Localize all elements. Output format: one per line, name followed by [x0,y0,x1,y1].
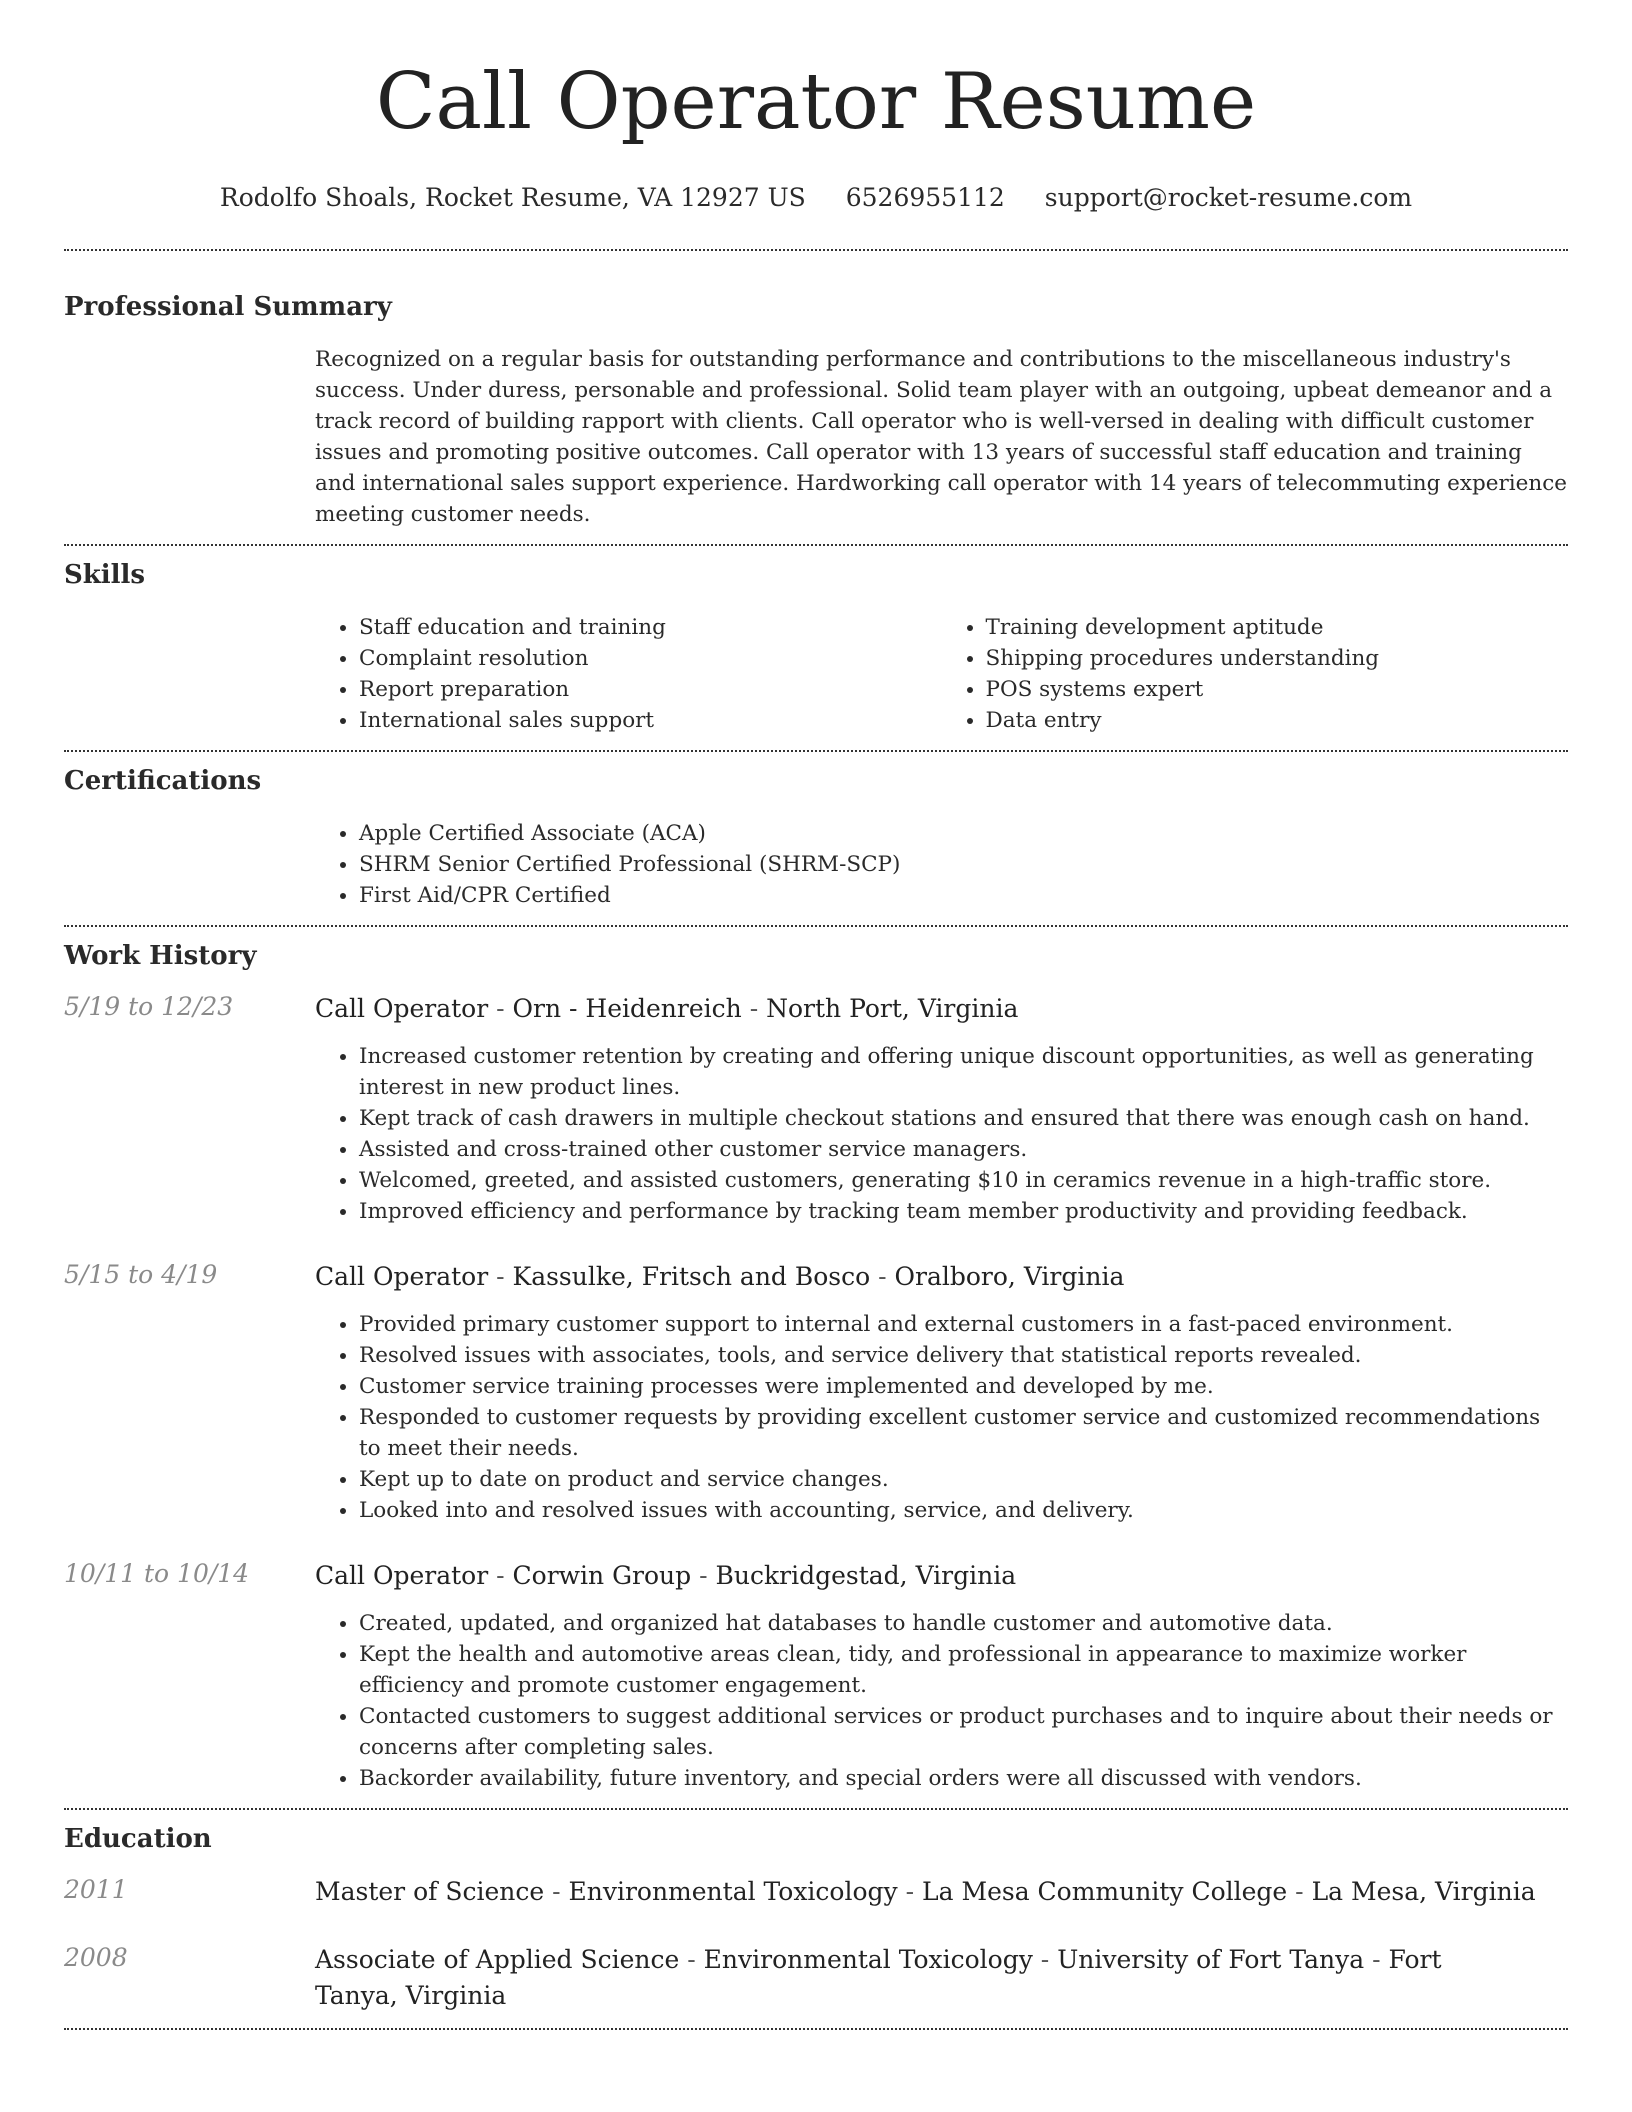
certifications-list [315,818,1568,911]
job-bullet: • Assisted and cross-trained other customer service managers. [359,1134,1568,1165]
job-company: Corwin Group [512,1561,692,1590]
job-bullet: • Customer service training processes were implemented and developed by me. [359,1371,1568,1402]
job-bullet: • Improved efficiency and performance by tracking team member productivity and providing feedback. [359,1196,1568,1227]
divider [64,1808,1568,1810]
divider [64,2028,1568,2030]
page-title: Call Operator Resume [375,57,1257,147]
job-entry [64,1558,1568,1794]
certifications-heading: Certifications [64,766,262,796]
skill-item: • International sales support [359,705,942,736]
job-bullets [315,1041,1568,1227]
skills-section [64,558,1568,736]
skill-item: • Report preparation [359,674,942,705]
job-location: Oralboro, Virginia [894,1262,1125,1291]
education-line: Master of Science - Environmental Toxicology - La Mesa Community College - La Mesa, Virginia [315,1877,1536,1906]
job-dates: 5/19 to 12/23 [64,992,234,1021]
skill-item: • POS systems expert [986,674,1569,705]
education-entry [64,1874,1568,1910]
education-section [64,1822,1568,2014]
education-location: Fort Tanya, Virginia [315,1945,1442,2010]
job-entry [64,1259,1568,1526]
summary-section [64,290,1568,530]
job-bullet: • Resolved issues with associates, tools, and service delivery that statistical reports revealed. [359,1340,1568,1371]
education-line: Associate of Applied Science - Environmental Toxicology - University of Fort Tanya - Fort Tanya, Virginia [315,1945,1442,2010]
contact-address: Rodolfo Shoals, Rocket Resume, VA 12927 US [219,183,806,212]
contact-phone: 6526955112 [845,183,1005,212]
job-company: Kassulke, Fritsch and Bosco [512,1262,871,1291]
skill-item: • Data entry [986,705,1569,736]
education-field: Environmental Toxicology [568,1877,898,1906]
education-field: Environmental Toxicology [703,1945,1033,1974]
job-bullet: • Responded to customer requests by providing excellent customer service and customized recommendations to meet their needs. [359,1402,1568,1464]
job-bullet: • Kept up to date on product and service changes. [359,1464,1568,1495]
certification-item: • First Aid/CPR Certified [359,880,1568,911]
job-bullet: • Kept track of cash drawers in multiple checkout stations and ensured that there was enough cash on hand. [359,1103,1568,1134]
job-location: Buckridgestad, Virginia [715,1561,1017,1590]
job-bullet: • Provided primary customer support to internal and external customers in a fast-paced environment. [359,1309,1568,1340]
education-degree: Associate of Applied Science [315,1945,680,1974]
job-role: Call Operator [315,994,489,1023]
work-history-section [64,939,1568,1794]
job-bullet: • Kept the health and automotive areas clean, tidy, and professional in appearance to maximize worker efficiency and promote customer engagement. [359,1639,1568,1701]
job-bullet: • Looked into and resolved issues with accounting, service, and delivery. [359,1495,1568,1526]
job-bullet: • Backorder availability, future inventory, and special orders were all discussed with vendors. [359,1763,1568,1794]
education-school: University of Fort Tanya [1057,1945,1365,1974]
job-title-line: Call Operator - Corwin Group - Buckridgestad, Virginia [315,1561,1017,1590]
certification-item: • Apple Certified Associate (ACA) [359,818,1568,849]
job-dates: 5/15 to 4/19 [64,1260,218,1289]
work-history-heading: Work History [64,941,257,971]
job-dates: 10/11 to 10/14 [64,1559,250,1588]
education-heading: Education [64,1824,212,1854]
education-entry [64,1942,1568,2014]
skill-item: • Complaint resolution [359,643,942,674]
certification-item: • SHRM Senior Certified Professional (SHRM-SCP) [359,849,1568,880]
divider [64,544,1568,546]
job-bullet: • Welcomed, greeted, and assisted customers, generating $10 in ceramics revenue in a high-traffic store. [359,1165,1568,1196]
education-location: La Mesa, Virginia [1311,1877,1536,1906]
divider [64,249,1568,251]
job-bullet: • Created, updated, and organized hat databases to handle customer and automotive data. [359,1608,1568,1639]
job-company: Orn - Heidenreich [512,994,742,1023]
skills-list-right [942,612,1569,736]
skill-item: • Shipping procedures understanding [986,643,1569,674]
job-entry [64,991,1568,1227]
job-bullet: • Increased customer retention by creating and offering unique discount opportunities, as well as generating interest in new product lines. [359,1041,1568,1103]
job-title-line: Call Operator - Kassulke, Fritsch and Bosco - Oralboro, Virginia [315,1262,1125,1291]
job-title-line: Call Operator - Orn - Heidenreich - North Port, Virginia [315,994,1019,1023]
job-role: Call Operator [315,1561,489,1590]
education-year: 2008 [64,1943,128,1972]
education-year: 2011 [64,1875,128,1904]
job-bullet: • Contacted customers to suggest additional services or product purchases and to inquire about their needs or concerns after completing sales. [359,1701,1568,1763]
summary-heading: Professional Summary [64,292,392,322]
divider [64,750,1568,752]
contact-line [64,182,1568,214]
job-bullets [315,1608,1568,1794]
summary-text: Recognized on a regular basis for outstanding performance and contributions to the miscellaneous industry's success. Under duress, personable and professional. Solid team player with an outgoing, upbeat demeanor and a track record of building rapport with clients. Call operator who is well-versed in dealing with difficult customer issues and promoting positive outcomes. Call operator with 13 years of successful staff education and training and international sales support experience. Hardworking call operator with 14 years of telecommuting experience meeting customer needs. [315,347,1568,527]
education-school: La Mesa Community College [922,1877,1288,1906]
education-degree: Master of Science [315,1877,545,1906]
skill-item: • Training development aptitude [986,612,1569,643]
certifications-section [64,764,1568,911]
divider [64,925,1568,927]
job-role: Call Operator [315,1262,489,1291]
skill-item: • Staff education and training [359,612,942,643]
job-location: North Port, Virginia [766,994,1019,1023]
contact-email: support@rocket-resume.com [1044,183,1413,212]
skills-heading: Skills [64,560,146,590]
job-bullets [315,1309,1568,1526]
skills-list-left [315,612,942,736]
